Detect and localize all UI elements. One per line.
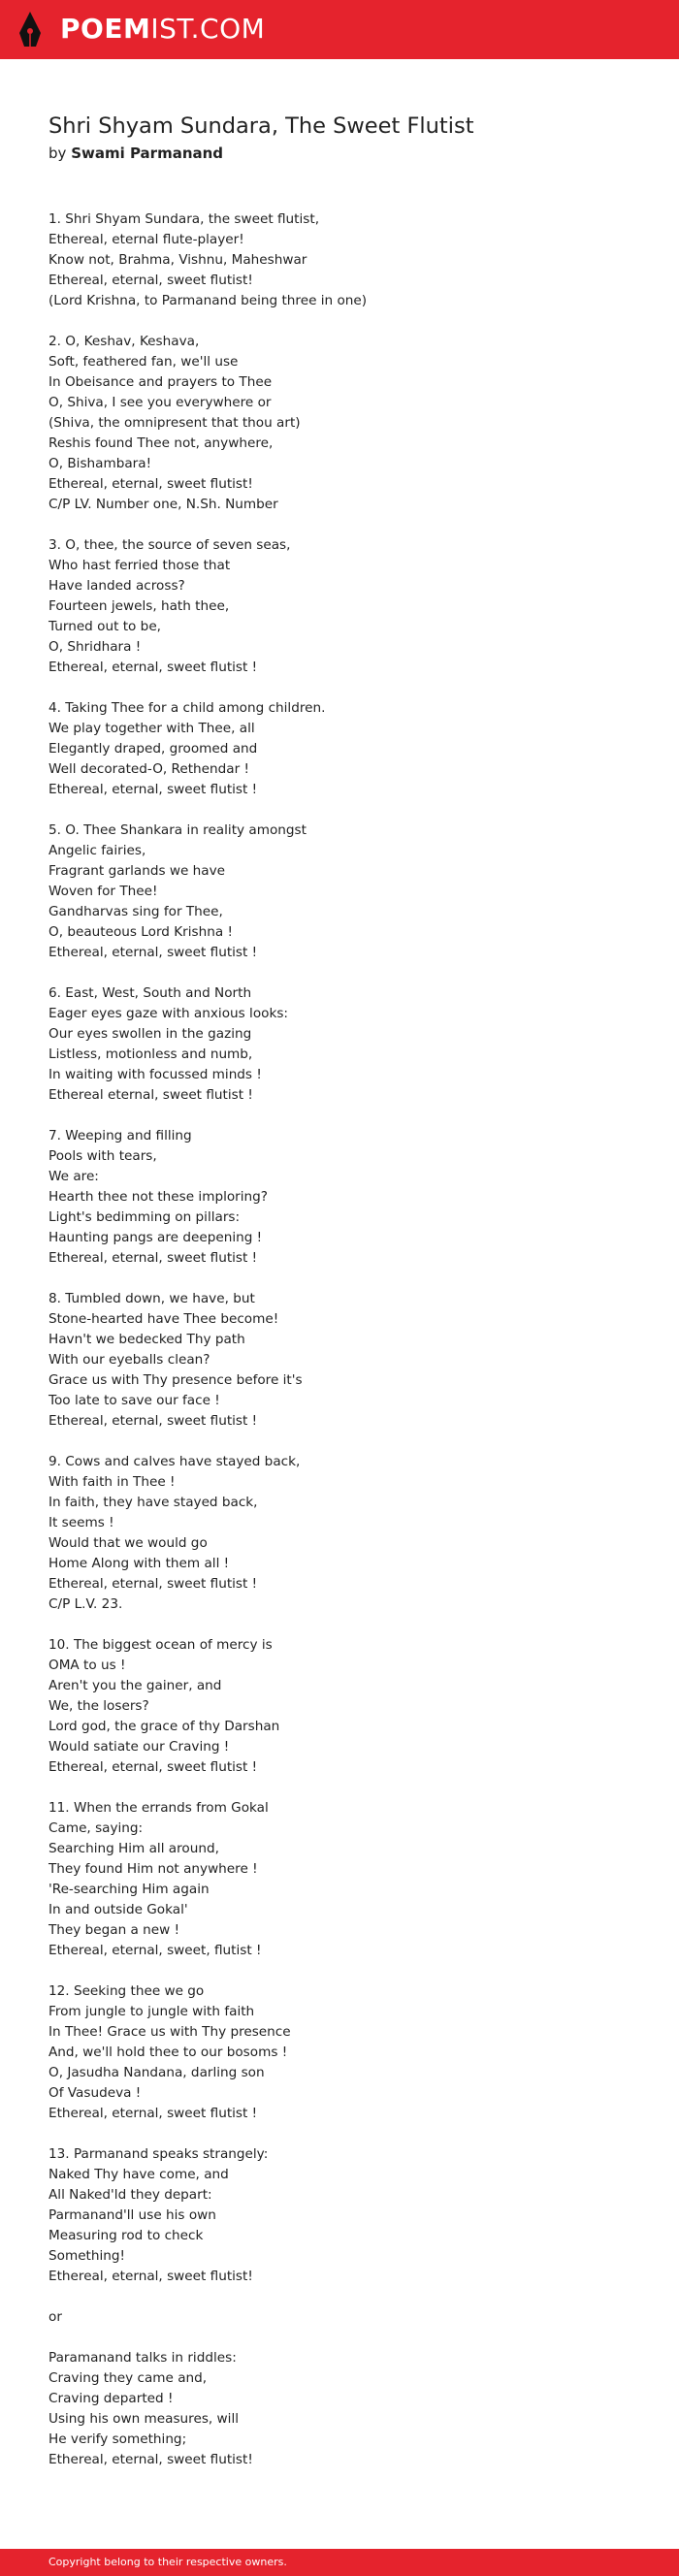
poem-line: Craving they came and,: [48, 2370, 208, 2386]
poem-line: We play together with Thee, all: [48, 721, 255, 736]
poem-line: O, Jasudha Nandana, darling son: [48, 2065, 265, 2080]
poem-line: Came, saying:: [48, 1820, 144, 1836]
poem-body: [48, 209, 650, 2470]
poem-line: They found Him not anywhere !: [48, 1861, 258, 1877]
by-label: by: [48, 145, 67, 162]
poem-line: In waiting with focussed minds !: [48, 1067, 262, 1082]
poem-line: Eager eyes gaze with anxious looks:: [48, 1006, 288, 1021]
pen-nib-icon: [17, 10, 43, 48]
site-header: [0, 0, 679, 59]
poem-line: Ethereal, eternal, sweet flutist !: [48, 1250, 258, 1266]
poem-line: With faith in Thee !: [48, 1474, 176, 1490]
poem-line: O, Shiva, I see you everywhere or: [48, 395, 272, 410]
poem-line: Gandharvas sing for Thee,: [48, 904, 223, 919]
poem-line: Hearth thee not these imploring?: [48, 1189, 268, 1205]
poem-line: (Lord Krishna, to Parmanand being three in one): [48, 293, 368, 308]
stanza-break: [48, 311, 650, 332]
poem-line: Ethereal, eternal, sweet flutist!: [48, 476, 253, 492]
poem-line: O, Bishambara!: [48, 456, 152, 471]
poem-line: O, Shridhara !: [48, 639, 142, 655]
stanza-break: [48, 2328, 650, 2348]
poem-line: Angelic fairies,: [48, 843, 146, 858]
logo-light-text: IST.COM: [150, 13, 266, 45]
stanza-break: [48, 963, 650, 983]
poem-line: Ethereal, eternal, sweet flutist !: [48, 1413, 258, 1429]
poem-line: Would satiate our Craving !: [48, 1739, 230, 1755]
poem-line: He verify something;: [48, 2431, 187, 2447]
poem-line: C/P LV. Number one, N.Sh. Number: [48, 497, 278, 512]
poem-line: 4. Taking Thee for a child among children.: [48, 700, 326, 716]
poem-line: It seems !: [48, 1515, 114, 1530]
poem-line: 13. Parmanand speaks strangely:: [48, 2146, 269, 2162]
poem-line: 'Re-searching Him again: [48, 1882, 210, 1897]
poem-line: Ethereal eternal, sweet flutist !: [48, 1087, 253, 1103]
poem-line: In Obeisance and prayers to Thee: [48, 374, 273, 390]
poem-line: Aren't you the gainer, and: [48, 1678, 222, 1693]
poem-line: With our eyeballs clean?: [48, 1352, 210, 1368]
logo-bold-text: POEM: [60, 13, 151, 45]
poem-line: Ethereal, eternal, sweet, flutist !: [48, 1943, 262, 1958]
poem-line: We, the losers?: [48, 1698, 149, 1714]
site-footer: [0, 2549, 679, 2576]
poem-line: Craving departed !: [48, 2391, 174, 2406]
poem-line: Ethereal, eternal flute-player!: [48, 232, 244, 247]
poem-line: 9. Cows and calves have stayed back,: [48, 1454, 301, 1469]
poem-line: 1. Shri Shyam Sundara, the sweet flutist,: [48, 211, 320, 227]
author-link[interactable]: Swami Parmanand: [71, 145, 224, 162]
poem-line: C/P L.V. 23.: [48, 1596, 123, 1612]
poem-line: In faith, they have stayed back,: [48, 1495, 258, 1510]
poem-line: Reshis found Thee not, anywhere,: [48, 435, 274, 451]
poem-line: And, we'll hold thee to our bosoms !: [48, 2045, 288, 2060]
poem-line: 8. Tumbled down, we have, but: [48, 1291, 255, 1306]
site-logo[interactable]: [60, 14, 265, 45]
poem-line: 6. East, West, South and North: [48, 985, 252, 1001]
poem-line: Ethereal, eternal, sweet flutist!: [48, 2452, 253, 2467]
poem-line: Light's bedimming on pillars:: [48, 1209, 241, 1225]
poem-line: Too late to save our face !: [48, 1393, 220, 1408]
stanza-break: [48, 2287, 650, 2307]
poem-line: 10. The biggest ocean of mercy is: [48, 1637, 273, 1653]
poem-title: Shri Shyam Sundara, The Sweet Flutist: [48, 113, 474, 139]
stanza-break: [48, 678, 650, 698]
poem-line: Ethereal, eternal, sweet flutist !: [48, 1576, 258, 1592]
poem-line: Who hast ferried those that: [48, 558, 231, 573]
stanza-break: [48, 1432, 650, 1452]
poem-line: 3. O, thee, the source of seven seas,: [48, 537, 291, 553]
poem-line: We are:: [48, 1169, 99, 1184]
poem-line: Something!: [48, 2248, 125, 2264]
poem-line: Turned out to be,: [48, 619, 161, 634]
poem-line: Stone-hearted have Thee become!: [48, 1311, 279, 1327]
poem-line: Fourteen jewels, hath thee,: [48, 598, 230, 614]
poem-line: 12. Seeking thee we go: [48, 1983, 205, 1999]
poem-line: Ethereal, eternal, sweet flutist !: [48, 945, 258, 960]
poem-line: Well decorated-O, Rethendar !: [48, 761, 249, 777]
stanza-break: [48, 1778, 650, 1798]
stanza-break: [48, 800, 650, 821]
poem-line: Ethereal, eternal, sweet flutist !: [48, 1759, 258, 1775]
poem-line: Havn't we bedecked Thy path: [48, 1332, 245, 1347]
poem-line: Ethereal, eternal, sweet flutist !: [48, 782, 258, 797]
poem-line: Ethereal, eternal, sweet flutist!: [48, 273, 253, 288]
poem-line: Listless, motionless and numb,: [48, 1046, 253, 1062]
poem-line: OMA to us !: [48, 1658, 126, 1673]
byline: [48, 144, 223, 163]
poem-line: (Shiva, the omnipresent that thou art): [48, 415, 301, 431]
stanza-break: [48, 1961, 650, 1981]
stanza-break: [48, 1106, 650, 1126]
poem-line: Paramanand talks in riddles:: [48, 2350, 237, 2366]
poem-line: Our eyes swollen in the gazing: [48, 1026, 252, 1042]
poem-line: Searching Him all around,: [48, 1841, 219, 1856]
stanza-break: [48, 2124, 650, 2144]
poem-line: 7. Weeping and filling: [48, 1128, 192, 1143]
poem-line: Measuring rod to check: [48, 2228, 204, 2243]
poem-line: Have landed across?: [48, 578, 185, 594]
poem-line: Naked Thy have come, and: [48, 2167, 229, 2182]
poem-line: Pools with tears,: [48, 1148, 157, 1164]
poem-line: Haunting pangs are deepening !: [48, 1230, 263, 1245]
poem-line: Home Along with them all !: [48, 1556, 230, 1571]
poem-line: 5. O. Thee Shankara in reality amongst: [48, 822, 307, 838]
poem-line: From jungle to jungle with faith: [48, 2004, 255, 2019]
poem-line: Woven for Thee!: [48, 884, 158, 899]
poem-line: Lord god, the grace of thy Darshan: [48, 1719, 280, 1734]
poem-line: Ethereal, eternal, sweet flutist!: [48, 2269, 253, 2284]
poem-line: Know not, Brahma, Vishnu, Maheshwar: [48, 252, 307, 268]
poem-line: Elegantly draped, groomed and: [48, 741, 258, 757]
poem-line: O, beauteous Lord Krishna !: [48, 924, 233, 940]
poem-line: Parmanand'll use his own: [48, 2207, 216, 2223]
poem-line: Soft, feathered fan, we'll use: [48, 354, 239, 370]
poem-line: In Thee! Grace us with Thy presence: [48, 2024, 291, 2040]
poem-line: 11. When the errands from Gokal: [48, 1800, 269, 1816]
poem-line: Of Vasudeva !: [48, 2085, 142, 2101]
stanza-break: [48, 1615, 650, 1635]
poem-line: 2. O, Keshav, Keshava,: [48, 334, 200, 349]
poem-line: They began a new !: [48, 1922, 180, 1938]
poem-line: Ethereal, eternal, sweet flutist !: [48, 2106, 258, 2121]
poem-line: In and outside Gokal': [48, 1902, 188, 1917]
poem-line: or: [48, 2309, 62, 2325]
poem-line: Fragrant garlands we have: [48, 863, 226, 879]
poem-line: Using his own measures, will: [48, 2411, 240, 2427]
stanza-break: [48, 1269, 650, 1289]
stanza-break: [48, 515, 650, 535]
poem-line: Would that we would go: [48, 1535, 208, 1551]
poem-line: Grace us with Thy presence before it's: [48, 1372, 303, 1388]
copyright-text: Copyright belong to their respective owners.: [48, 2556, 287, 2568]
poem-line: Ethereal, eternal, sweet flutist !: [48, 660, 258, 675]
poem-line: All Naked'ld they depart:: [48, 2187, 212, 2203]
